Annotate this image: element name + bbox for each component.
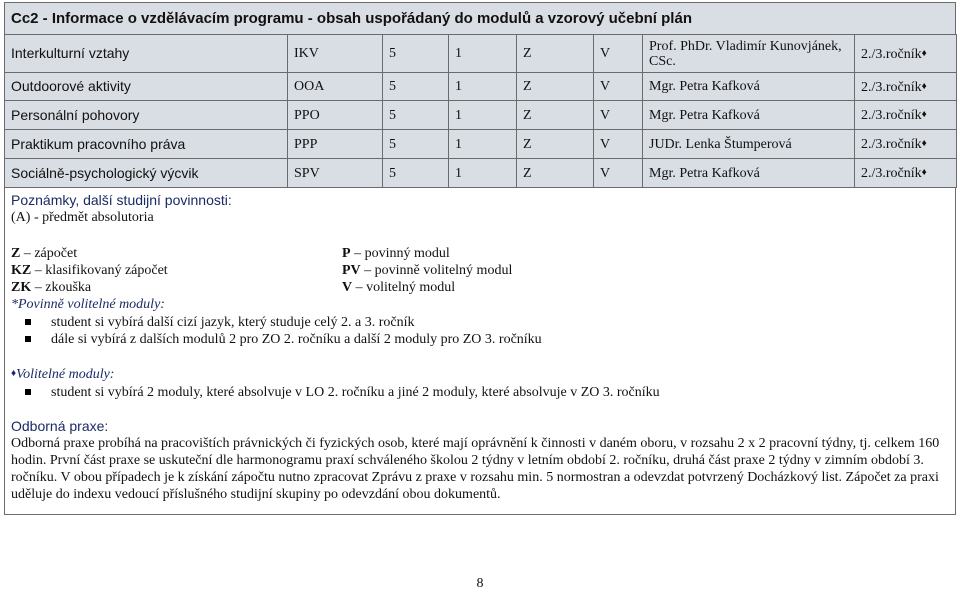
course-name-cell: Personální pohovory: [5, 101, 288, 130]
v-list: [11, 384, 949, 401]
absolutorium-text: - předmět absolutoria: [30, 210, 154, 225]
legend-item: V – volitelný modul: [342, 280, 456, 295]
courses-table: [4, 34, 957, 188]
pv-heading: *Povinně volitelné moduly:: [11, 297, 165, 312]
table-row: [5, 73, 957, 101]
notes-section: [4, 188, 956, 515]
table-row: [5, 130, 957, 159]
course-hours-cell: 1: [449, 101, 517, 130]
legend-completion: [11, 245, 342, 296]
course-hours-cell: 1: [449, 159, 517, 188]
course-year-cell: 2./3.ročník♦: [855, 130, 957, 159]
legend-item: P – povinný modul: [342, 246, 450, 261]
course-code-cell: PPP: [288, 130, 383, 159]
course-lecturer-cell: Mgr. Petra Kafková: [643, 159, 855, 188]
asterisk-marker: *: [11, 297, 18, 312]
course-year-cell: 2./3.ročník♦: [855, 73, 957, 101]
course-code-cell: PPO: [288, 101, 383, 130]
course-code-cell: OOA: [288, 73, 383, 101]
course-code-cell: IKV: [288, 35, 383, 73]
list-item: student si vybírá další cizí jazyk, který studuje celý 2. a 3. ročník: [21, 314, 949, 331]
course-name-cell: Sociálně-psychologický výcvik: [5, 159, 288, 188]
section-title: Cc2 - Informace o vzdělávacím programu - obsah uspořádaný do modulů a vzorový učební plán: [4, 2, 956, 34]
practice-text: Odborná praxe probíhá na pracovištích právnických či fyzických osob, které mají oprávnění k činnosti v daném oboru, v rozsahu 2 x 2 pracovní týdny, tj. celkem 160 hodin. První část praxe se uskuteční dle harmonogramu praxí schváleného školou 2 týdny v letním období 2. ročníku, druhá část praxe 2 týdny v zimním období 3. ročníku. V obou případech je k získání zápočtu nutno zpracovat Zprávu z praxe v rozsahu min. 5 normostran a odevzdat potvrzený Docházkový list. Zápočet za praxi uděluje do indexu vedoucí příslušného studijní skupiny po odevzdání obou dokumentů.: [11, 436, 940, 502]
course-hours-cell: 1: [449, 130, 517, 159]
course-year-cell: 2./3.ročník♦: [855, 159, 957, 188]
notes-heading: Poznámky, další studijní povinnosti:: [11, 192, 232, 208]
table-row: [5, 159, 957, 188]
legend-item: ZK – zkouška: [11, 280, 92, 295]
legend-module-types: [342, 245, 742, 296]
course-credits-cell: 5: [383, 35, 449, 73]
course-type-cell: V: [594, 130, 643, 159]
course-type-cell: V: [594, 35, 643, 73]
legend-item: Z – zápočet: [11, 246, 78, 261]
list-item: student si vybírá 2 moduly, které absolvuje v LO 2. ročníku a jiné 2 moduly, které absolvuje v ZO 3. ročníku: [21, 384, 949, 401]
diamond-marker: ♦: [921, 109, 927, 120]
legend: [11, 245, 949, 296]
v-heading: ♦Volitelné moduly:: [11, 367, 115, 382]
diamond-marker: ♦: [921, 167, 927, 178]
course-completion-cell: Z: [517, 73, 594, 101]
diamond-marker: ♦: [11, 368, 17, 379]
course-lecturer-cell: Prof. PhDr. Vladimír Kunovjánek, CSc.: [643, 35, 855, 73]
course-hours-cell: 1: [449, 35, 517, 73]
course-credits-cell: 5: [383, 130, 449, 159]
legend-item: KZ – klasifikovaný zápočet: [11, 263, 168, 278]
page-number: 8: [476, 576, 484, 591]
course-credits-cell: 5: [383, 101, 449, 130]
course-type-cell: V: [594, 73, 643, 101]
course-name-cell: Outdoorové aktivity: [5, 73, 288, 101]
course-credits-cell: 5: [383, 159, 449, 188]
course-completion-cell: Z: [517, 101, 594, 130]
course-year-cell: 2./3.ročník♦: [855, 35, 957, 73]
legend-item: PV – povinně volitelný modul: [342, 263, 513, 278]
course-name-cell: Interkulturní vztahy: [5, 35, 288, 73]
course-credits-cell: 5: [383, 73, 449, 101]
list-item: dále si vybírá z dalších modulů 2 pro ZO 2. ročníku a další 2 moduly pro ZO 3. ročníku: [21, 331, 949, 348]
absolutorium-note: [11, 209, 949, 226]
diamond-marker: ♦: [921, 80, 927, 92]
pv-list: [11, 314, 949, 348]
table-row: [5, 35, 957, 73]
course-completion-cell: Z: [517, 130, 594, 159]
course-lecturer-cell: Mgr. Petra Kafková: [643, 101, 855, 130]
course-hours-cell: 1: [449, 73, 517, 101]
course-type-cell: V: [594, 101, 643, 130]
diamond-marker: ♦: [921, 138, 927, 149]
course-name-cell: Praktikum pracovního práva: [5, 130, 288, 159]
diamond-marker: ♦: [921, 47, 927, 59]
course-code-cell: SPV: [288, 159, 383, 188]
course-lecturer-cell: Mgr. Petra Kafková: [643, 73, 855, 101]
document-frame: [4, 2, 956, 515]
course-type-cell: V: [594, 159, 643, 188]
absolutorium-abbr: (A): [11, 210, 31, 225]
course-completion-cell: Z: [517, 35, 594, 73]
course-completion-cell: Z: [517, 159, 594, 188]
table-row: [5, 101, 957, 130]
course-lecturer-cell: JUDr. Lenka Štumperová: [643, 130, 855, 159]
course-year-cell: 2./3.ročník♦: [855, 101, 957, 130]
practice-heading: Odborná praxe:: [11, 418, 109, 434]
